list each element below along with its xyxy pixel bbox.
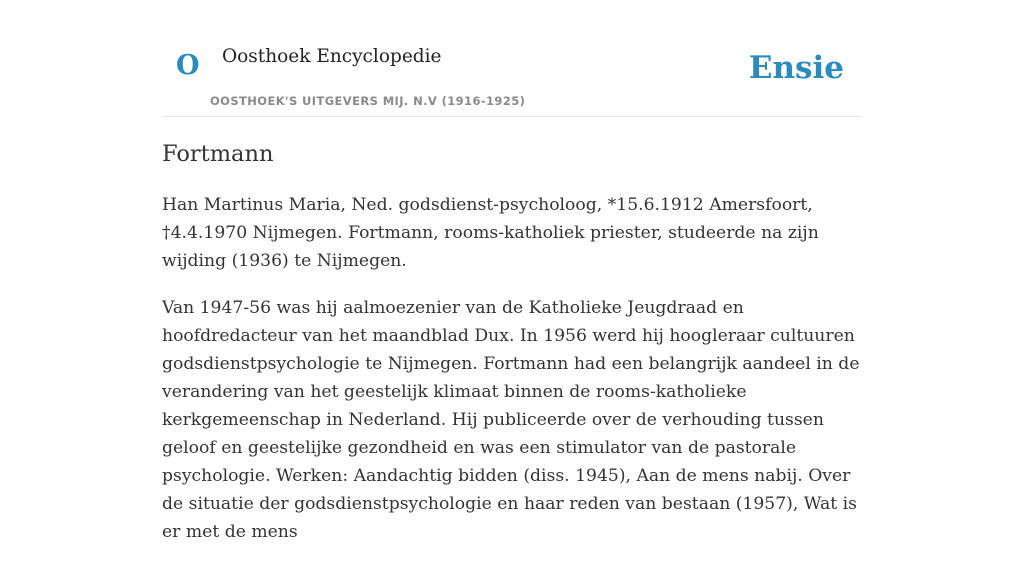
site-title-link[interactable]: Oosthoek Encyclopedie <box>222 46 442 67</box>
logo-o-icon[interactable]: O <box>176 50 200 81</box>
article-title: Fortmann <box>162 141 274 167</box>
article <box>162 138 862 565</box>
article-paragraph: Han Martinus Maria, Ned. godsdienst-psycholoog, *15.6.1912 Amersfoort, †4.4.1970 Nijmegen. Fortmann, rooms-katholiek priester, studeerde na zijn wijding (1936) te Nijmegen. <box>162 195 819 271</box>
site-header <box>162 0 862 117</box>
article-paragraph: Van 1947-56 was hij aalmoezenier van de Katholieke Jeugdraad en hoofdredacteur van het maandblad Dux. In 1956 werd hij hoogleraar cultuuren godsdienstpsychologie te Nijmegen. Fortmann had een belangrijk aandeel in de verandering van het geestelijk klimaat binnen de rooms-katholieke kerkgemeenschap in Nederland. Hij publiceerde over de verhouding tussen geloof en geestelijke gezondheid en was een stimulator van de pastorale psychologie. Werken: Aandachtig bidden (diss. 1945), Aan de mens nabij. Over de situatie der godsdienstpsychologie en haar reden van bestaan (1957), Wat is er met de mens <box>162 298 860 542</box>
article-body <box>162 191 862 546</box>
publisher-subtitle: OOSTHOEK'S UITGEVERS MIJ. N.V (1916-1925) <box>210 94 526 108</box>
ensie-brand-link[interactable]: Ensie <box>748 50 844 86</box>
